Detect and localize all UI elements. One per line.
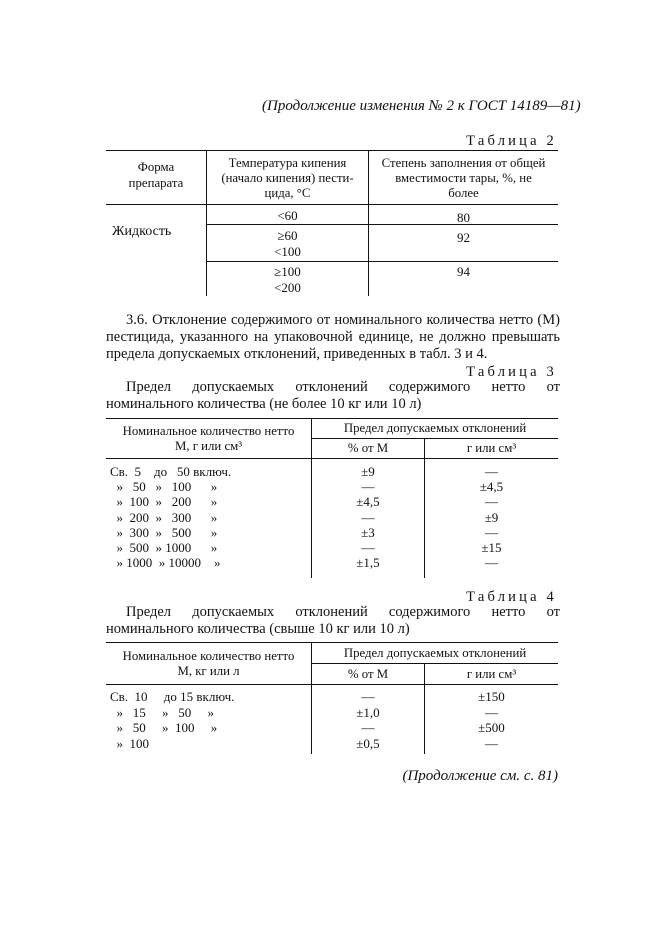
table4-col-abs: г или см³ [466, 667, 517, 681]
table2-fill-2: 92 [457, 230, 470, 245]
table4-col-pct: % от М [347, 667, 389, 681]
table4-row-abs: — [485, 704, 498, 720]
table3 [106, 418, 558, 578]
table3-row-range: » 50 » 100 » [110, 479, 218, 495]
table3-col-abs: г или см³ [466, 441, 517, 455]
table3-row-range: Св. 5 до 50 включ. [110, 464, 232, 479]
table3-row-pct: ±9 [361, 464, 375, 479]
table3-row-abs: ±9 [484, 509, 499, 525]
page-footer: (Продолжение см. с. 81) [402, 768, 558, 784]
table2-label: Таблица 2 [466, 133, 557, 149]
table3-row-abs: ±15 [481, 539, 502, 555]
table2-col-temp: Температура кипения (начало кипения) пести- цида, °C [221, 156, 354, 200]
paragraph-3-6: 3.6. Отклонение содержимого от номинального количества нетто (М) пестицида, указанного на упаковочной единице, не должно превышать предела допускаемых отклонений, приведенных в табл. 3 и 4. [106, 312, 560, 362]
table4-row-range: Св. 10 до 15 включ. [110, 689, 235, 704]
table3-row-abs: — [485, 494, 498, 510]
table4-row-range: » 100 [110, 735, 149, 751]
table4-row-abs: — [485, 735, 498, 751]
table3-row-range: » 1000 » 10000 » [110, 555, 221, 571]
table4-row-range: » 15 » 50 » [110, 704, 214, 720]
table3-label: Таблица 3 [466, 364, 557, 380]
page-header: (Продолжение изменения № 2 к ГОСТ 14189—81) [262, 98, 581, 114]
table2-temp-1: <60 [277, 208, 298, 223]
table2-row-label: Жидкость [112, 224, 172, 239]
table3-row-pct: — [361, 509, 375, 525]
table3-row-abs: — [485, 524, 498, 540]
table3-col-nominal: Номинальное количество нетто М, г или см³ [122, 424, 295, 453]
table2 [106, 150, 558, 296]
table3-row-range: » 200 » 300 » [110, 509, 218, 525]
table4-row-abs: ±500 [478, 720, 505, 735]
table3-row-range: » 300 » 500 » [110, 524, 218, 540]
table4-label: Таблица 4 [466, 589, 557, 605]
table2-temp-3: ≥100 <200 [274, 264, 301, 295]
table3-row-pct: — [361, 479, 375, 495]
table3-row-abs: — [485, 464, 498, 479]
table3-row-pct: ±4,5 [356, 494, 380, 510]
table4-row-pct: ±0,5 [356, 735, 380, 751]
table4 [106, 642, 558, 754]
table3-row-abs: — [485, 555, 498, 571]
table3-row-range: » 100 » 200 » [110, 494, 218, 510]
table4-row-pct: — [361, 720, 375, 735]
table3-row-range: » 500 » 1000 » [110, 539, 218, 555]
table3-row-pct: ±1,5 [356, 555, 380, 571]
table4-row-pct: — [361, 689, 375, 704]
table4-caption: Предел допускаемых отклонений содержимого нетто от номинального количества (свыше 10 кг или 10 л) [106, 604, 560, 637]
table2-temp-2: ≥60 <100 [274, 228, 301, 259]
table2-col-form: Форма препарата [128, 160, 184, 190]
table4-row-pct: ±1,0 [356, 704, 380, 720]
table4-col-nominal: Номинальное количество нетто М, кг или л [122, 649, 295, 678]
table3-col-group: Предел допускаемых отклонений [343, 421, 527, 435]
table3-row-pct: — [361, 539, 375, 555]
table3-row-abs: ±4,5 [479, 479, 504, 495]
table4-row-range: » 50 » 100 » [110, 720, 218, 735]
table3-col-pct: % от М [347, 441, 389, 455]
table2-fill-3: 94 [457, 264, 470, 279]
table3-row-pct: ±3 [361, 524, 375, 540]
table3-caption: Предел допускаемых отклонений содержимого нетто от номинального количества (не более 10 кг или 10 л) [106, 379, 560, 412]
table2-col-fill: Степень заполнения от общей вместимости тары, %, не более [381, 156, 546, 200]
table4-row-abs: ±150 [478, 689, 505, 704]
table4-col-group: Предел допускаемых отклонений [343, 646, 527, 660]
table2-fill-1: 80 [457, 210, 470, 225]
